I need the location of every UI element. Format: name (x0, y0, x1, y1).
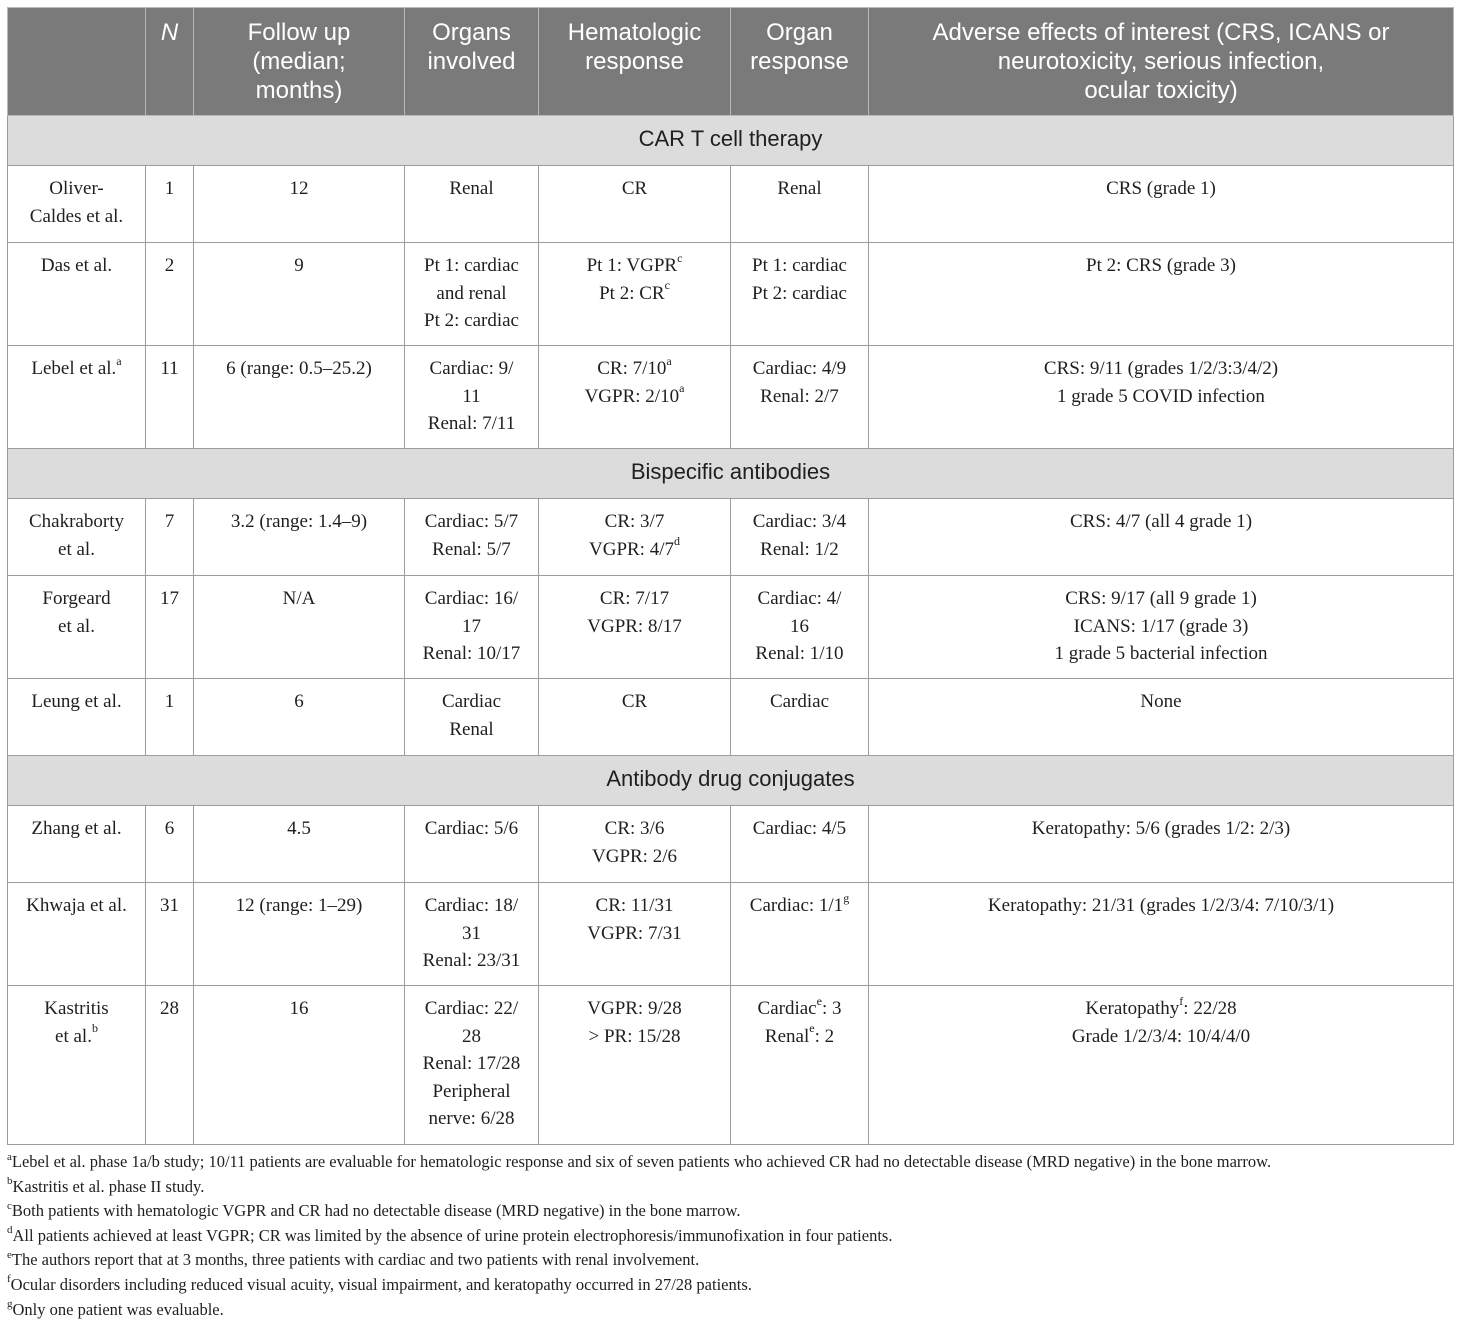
footnote-text: Kastritis et al. phase II study. (12, 1176, 205, 1196)
footnote-text: Only one patient was evaluable. (12, 1299, 224, 1319)
cell-line: Renal: 5/7 (432, 538, 511, 560)
cell-adverse (869, 806, 1454, 883)
cell-line: 16 (790, 615, 809, 637)
cell-text: : 3 (821, 998, 842, 1019)
header-line: response (750, 48, 849, 75)
cell-organ-response (731, 499, 869, 576)
footnote-mark: g (843, 890, 850, 905)
cell-line: et al. (58, 615, 95, 637)
cell-line: Renal (777, 178, 822, 199)
cell-line: Pt 1: cardiac (424, 255, 519, 276)
cell-organ-response (731, 806, 869, 883)
cell-line: Cardiac: 3/4 (752, 511, 847, 532)
footnote-text: Lebel et al. phase 1a/b study; 10/11 patients are evaluable for hematologic response and six of seven patients who achieved CR had no detectable disease (MRD negative) in the bone marrow. (11, 1152, 1272, 1171)
cell-study (8, 166, 146, 243)
footnote-mark: d (674, 534, 680, 549)
table-container (7, 7, 1453, 1145)
cell-follow-up: 16 (194, 986, 405, 1145)
header-line: response (585, 48, 684, 75)
cell-hematologic (539, 576, 731, 679)
table-row (8, 346, 1454, 449)
cell-line: ICANS: 1/17 (grade 3) (1073, 615, 1249, 637)
cell-line: Oliver- (49, 178, 104, 199)
cell-study (8, 806, 146, 883)
header-line: ocular toxicity) (1084, 77, 1238, 104)
cell-follow-up: 6 (range: 0.5–25.2) (194, 346, 405, 449)
cell-line: Renal: 2/7 (760, 385, 839, 407)
footnote-mark: f (1179, 993, 1184, 1008)
header-line: Organ (766, 19, 833, 46)
footnote-mark: f (7, 1273, 11, 1286)
cell-line: Kastritis (44, 998, 109, 1019)
cell-adverse (869, 166, 1454, 243)
cell-line: Renal: 10/17 (422, 643, 521, 664)
footnote (7, 1248, 1457, 1273)
cell-line (543, 280, 726, 308)
cell-line: Cardiac (441, 691, 502, 712)
table-row (8, 883, 1454, 986)
cell-follow-up: 9 (194, 243, 405, 346)
cell-text: Renal (764, 1025, 810, 1047)
cell-organ-response (731, 576, 869, 679)
cell-n: 2 (146, 243, 194, 346)
cell-text: Cardiac (757, 998, 817, 1019)
cell-line: CRS: 9/11 (grades 1/2/3:3/4/2) (1043, 358, 1279, 379)
table-row (8, 576, 1454, 679)
cell-n: 1 (146, 679, 194, 756)
cell-study (8, 883, 146, 986)
cell-study (8, 576, 146, 679)
cell-line: Khwaja et al. (26, 895, 127, 916)
cell-organ-response (731, 986, 869, 1145)
header-study (8, 8, 146, 116)
cell-hematologic (539, 499, 731, 576)
cell-line: > PR: 15/28 (588, 1025, 681, 1047)
cell-line: CRS: 9/17 (all 9 grade 1) (1065, 588, 1257, 609)
cell-line: CR: 7/17 (599, 588, 670, 609)
cell-study (8, 346, 146, 449)
cell-line: Renal: 7/11 (427, 413, 516, 434)
cell-line: Peripheral (432, 1080, 511, 1102)
cell-line: VGPR: 2/6 (592, 845, 677, 867)
cell-line (735, 1023, 864, 1051)
cell-line: Leung et al. (31, 691, 122, 712)
header-line: Hematologic (567, 19, 702, 46)
cell-line: Zhang et al. (31, 818, 122, 839)
cell-line: CR: 3/6 (604, 818, 665, 839)
cell-study (8, 243, 146, 346)
cell-line: 11 (462, 385, 481, 407)
cell-follow-up: 12 (194, 166, 405, 243)
cell-line: Renal: 23/31 (422, 950, 521, 971)
header-line: involved (427, 48, 516, 75)
cell-organ-response (731, 883, 869, 986)
cell-text: et al. (55, 1025, 92, 1047)
cell-line: Cardiac: 5/7 (424, 511, 519, 532)
cell-line: CRS: 4/7 (all 4 grade 1) (1069, 511, 1253, 532)
cell-line (543, 536, 726, 564)
cell-organ-response (731, 166, 869, 243)
cell-line: Keratopathy: 5/6 (grades 1/2: 2/3) (1031, 818, 1291, 839)
cell-line: Pt 2: CRS (grade 3) (1086, 255, 1236, 276)
header-organ-response (731, 8, 869, 116)
cell-adverse (869, 576, 1454, 679)
cell-line: CRS (grade 1) (1106, 178, 1216, 199)
cell-n: 11 (146, 346, 194, 449)
cell-line: Pt 2: cardiac (752, 282, 847, 304)
cell-line: Pt 1: cardiac (752, 255, 847, 276)
cell-follow-up: N/A (194, 576, 405, 679)
footnote-text: The authors report that at 3 months, three patients with cardiac and two patients with renal involvement. (11, 1250, 700, 1270)
footnote-mark: e (809, 1021, 815, 1036)
cell-line: Cardiac: 5/6 (424, 818, 519, 839)
cell-line (12, 355, 141, 383)
header-line: neurotoxicity, serious infection, (997, 48, 1325, 75)
cell-adverse (869, 679, 1454, 756)
cell-line (543, 252, 726, 280)
footnote-mark: e (816, 993, 822, 1008)
cell-hematologic (539, 806, 731, 883)
cell-line: Renal (449, 178, 494, 199)
footnote-mark: e (7, 1248, 12, 1261)
cell-line: Cardiac: 18/ (424, 895, 519, 916)
footnote (7, 1224, 1457, 1249)
cell-text: : 2 (814, 1025, 835, 1047)
cell-line: Chakraborty (29, 511, 124, 532)
header-line: Organs (432, 19, 511, 46)
cell-text: Lebel et al. (31, 358, 117, 379)
cell-adverse (869, 499, 1454, 576)
header-line: (median; (252, 48, 346, 75)
cell-line: et al. (58, 538, 95, 560)
cell-line: Cardiac (769, 691, 830, 712)
table-row (8, 243, 1454, 346)
table-row (8, 986, 1454, 1145)
cell-organs (405, 346, 539, 449)
header-organs-involved (405, 8, 539, 116)
section-bispecific: Bispecific antibodies (8, 449, 1454, 499)
cell-line: nerve: 6/28 (428, 1108, 515, 1129)
cell-line: Forgeard (42, 588, 111, 609)
cell-n: 31 (146, 883, 194, 986)
cell-line: CR (621, 178, 648, 199)
cell-line: CR: 3/7 (604, 511, 665, 532)
table-row (8, 499, 1454, 576)
cell-line: Keratopathy: 21/31 (grades 1/2/3/4: 7/10/3/1) (987, 895, 1335, 916)
header-adverse-effects (869, 8, 1454, 116)
cell-adverse (869, 346, 1454, 449)
section-row (8, 449, 1454, 499)
footnote (7, 1273, 1457, 1298)
section-row (8, 756, 1454, 806)
cell-line (735, 892, 864, 920)
footnotes (7, 1150, 1457, 1322)
footnote-mark: a (666, 353, 672, 368)
studies-table (7, 7, 1454, 1145)
footnote-mark: a (116, 353, 122, 368)
cell-line: CR: 11/31 (595, 895, 674, 916)
cell-hematologic (539, 346, 731, 449)
cell-line: and renal (436, 282, 507, 304)
cell-line: CR (621, 691, 648, 712)
table-row (8, 806, 1454, 883)
cell-hematologic (539, 166, 731, 243)
section-row (8, 116, 1454, 166)
cell-line: Renal: 1/2 (760, 538, 839, 560)
cell-n: 1 (146, 166, 194, 243)
cell-text: VGPR: 2/10 (584, 385, 680, 407)
cell-study (8, 679, 146, 756)
cell-text: Pt 2: CR (599, 282, 665, 304)
footnote-mark: g (7, 1298, 13, 1311)
header-line: months) (255, 77, 343, 104)
footnote (7, 1175, 1457, 1200)
cell-line: Cardiac: 4/ (757, 588, 842, 609)
cell-line: VGPR: 8/17 (587, 615, 682, 637)
cell-text: VGPR: 4/7 (589, 538, 674, 560)
cell-text: Keratopathy (1085, 998, 1180, 1019)
footnote-mark: c (677, 250, 683, 265)
cell-adverse (869, 243, 1454, 346)
table-row (8, 679, 1454, 756)
cell-line (12, 1023, 141, 1051)
cell-study (8, 986, 146, 1145)
cell-hematologic (539, 243, 731, 346)
cell-line: Renal: 1/10 (755, 643, 844, 664)
cell-text: Cardiac: 1/1 (749, 895, 844, 916)
footnote-mark: a (7, 1150, 12, 1163)
cell-text: Pt 1: VGPR (586, 255, 678, 276)
cell-study (8, 499, 146, 576)
cell-line: Cardiac: 9/ (429, 358, 514, 379)
cell-line (735, 995, 864, 1023)
footnote-text: Both patients with hematologic VGPR and CR had no detectable disease (MRD negative) in the bone marrow. (11, 1201, 741, 1221)
cell-line: Cardiac: 16/ (424, 588, 519, 609)
cell-line: Grade 1/2/3/4: 10/4/4/0 (1071, 1025, 1251, 1047)
footnote-text: Ocular disorders including reduced visual acuity, visual impairment, and keratopathy occurred in 27/28 patients. (10, 1274, 752, 1294)
table-row (8, 166, 1454, 243)
cell-organs (405, 679, 539, 756)
cell-line (543, 383, 726, 411)
footnote (7, 1199, 1457, 1224)
cell-organ-response (731, 679, 869, 756)
cell-hematologic (539, 679, 731, 756)
cell-adverse (869, 986, 1454, 1145)
cell-follow-up: 6 (194, 679, 405, 756)
footnote-mark: b (91, 1021, 98, 1036)
section-car-t: CAR T cell therapy (8, 116, 1454, 166)
cell-line: VGPR: 7/31 (587, 922, 682, 944)
cell-follow-up: 3.2 (range: 1.4–9) (194, 499, 405, 576)
cell-n: 28 (146, 986, 194, 1145)
cell-n: 6 (146, 806, 194, 883)
cell-line: VGPR: 9/28 (587, 998, 682, 1019)
header-follow-up (194, 8, 405, 116)
cell-organs (405, 576, 539, 679)
header-row (8, 8, 1454, 116)
cell-line: Cardiac: 4/9 (752, 358, 847, 379)
cell-line: Das et al. (40, 255, 113, 276)
cell-organ-response (731, 243, 869, 346)
cell-adverse (869, 883, 1454, 986)
header-line: Adverse effects of interest (CRS, ICANS or (932, 19, 1390, 46)
cell-n: 17 (146, 576, 194, 679)
footnote (7, 1298, 1457, 1323)
cell-line (543, 355, 726, 383)
footnote-mark: b (7, 1175, 13, 1188)
cell-organs (405, 499, 539, 576)
header-hematologic-response (539, 8, 731, 116)
cell-line: 31 (462, 922, 481, 944)
header-n: N (146, 8, 194, 116)
cell-hematologic (539, 883, 731, 986)
cell-line: 28 (462, 1025, 481, 1047)
footnote (7, 1150, 1457, 1175)
cell-line: None (1140, 691, 1182, 712)
cell-organ-response (731, 346, 869, 449)
cell-line: Cardiac: 4/5 (752, 818, 847, 839)
cell-line: Cardiac: 22/ (424, 998, 519, 1019)
cell-text: : 22/28 (1183, 998, 1237, 1019)
cell-follow-up: 12 (range: 1–29) (194, 883, 405, 986)
cell-line: 1 grade 5 bacterial infection (1054, 643, 1268, 664)
cell-organs (405, 986, 539, 1145)
footnote-mark: a (679, 381, 685, 396)
cell-follow-up: 4.5 (194, 806, 405, 883)
cell-line: Renal (449, 718, 494, 740)
cell-line: 17 (462, 615, 481, 637)
footnote-mark: c (7, 1199, 12, 1212)
cell-line: 1 grade 5 COVID infection (1057, 385, 1265, 407)
cell-organs (405, 166, 539, 243)
footnote-mark: c (664, 278, 670, 293)
footnote-mark: d (7, 1224, 13, 1237)
cell-organs (405, 806, 539, 883)
header-line: Follow up (247, 19, 351, 46)
cell-hematologic (539, 986, 731, 1145)
footnote-text: All patients achieved at least VGPR; CR was limited by the absence of urine protein electrophoresis/immunofixation in four patients. (12, 1225, 893, 1245)
cell-n: 7 (146, 499, 194, 576)
cell-text: CR: 7/10 (597, 358, 667, 379)
cell-line: Pt 2: cardiac (424, 310, 519, 331)
cell-organs (405, 243, 539, 346)
cell-line: Caldes et al. (29, 205, 124, 227)
cell-line (873, 995, 1449, 1023)
cell-organs (405, 883, 539, 986)
section-adc: Antibody drug conjugates (8, 756, 1454, 806)
cell-line: Renal: 17/28 (422, 1053, 521, 1074)
